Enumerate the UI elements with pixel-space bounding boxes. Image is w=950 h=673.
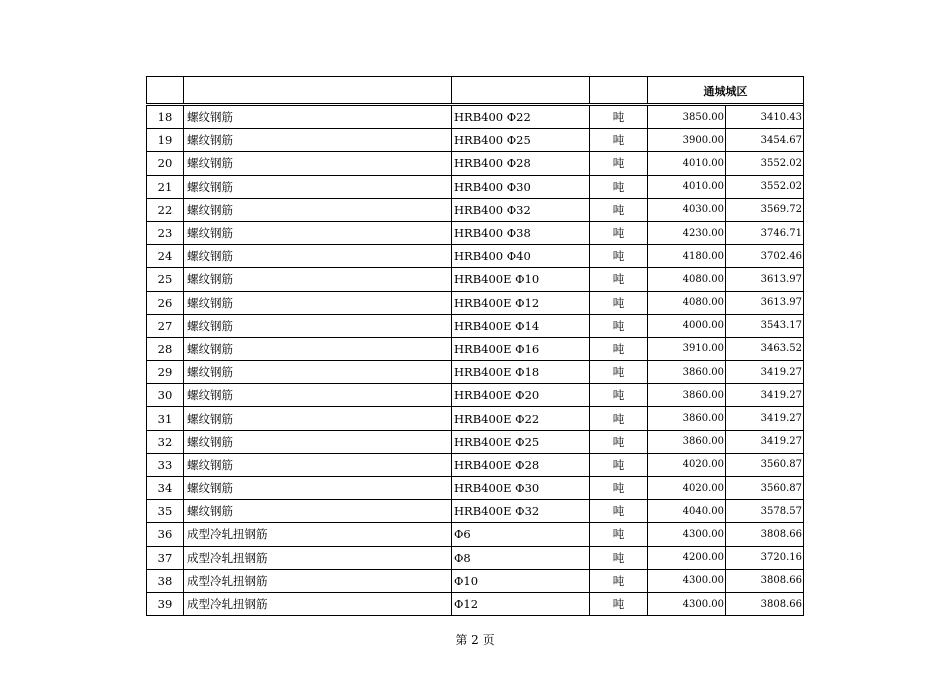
header-cell-no (147, 77, 184, 105)
cell-material-name: 螺纹钢筋 (184, 500, 452, 523)
cell-unit: 吨 (590, 523, 648, 546)
cell-spec-model: HRB400 Φ38 (452, 221, 590, 244)
cell-row-number: 24 (147, 245, 184, 268)
cell-unit: 吨 (590, 430, 648, 453)
cell-price-tax-included: 4300.00 (648, 523, 726, 546)
cell-spec-model: HRB400E Φ28 (452, 453, 590, 476)
cell-row-number: 33 (147, 453, 184, 476)
cell-material-name: 螺纹钢筋 (184, 407, 452, 430)
cell-unit: 吨 (590, 592, 648, 615)
cell-price-tax-included: 4230.00 (648, 221, 726, 244)
cell-material-name: 螺纹钢筋 (184, 291, 452, 314)
table-row (147, 592, 804, 615)
cell-row-number: 37 (147, 546, 184, 569)
cell-spec-model: HRB400 Φ28 (452, 152, 590, 175)
cell-spec-model: HRB400E Φ16 (452, 337, 590, 360)
cell-price-tax-excluded: 3808.66 (726, 523, 804, 546)
cell-material-name: 螺纹钢筋 (184, 152, 452, 175)
cell-spec-model: Φ10 (452, 569, 590, 592)
cell-spec-model: HRB400 Φ30 (452, 175, 590, 198)
cell-unit: 吨 (590, 106, 648, 129)
cell-material-name: 螺纹钢筋 (184, 314, 452, 337)
table-row (147, 453, 804, 476)
table-row (147, 106, 804, 129)
cell-material-name: 螺纹钢筋 (184, 430, 452, 453)
page-number: 第 2 页 (455, 633, 495, 647)
cell-price-tax-included: 4000.00 (648, 314, 726, 337)
cell-material-name: 螺纹钢筋 (184, 198, 452, 221)
cell-price-tax-excluded: 3808.66 (726, 592, 804, 615)
cell-row-number: 27 (147, 314, 184, 337)
cell-material-name: 螺纹钢筋 (184, 245, 452, 268)
cell-price-tax-excluded: 3808.66 (726, 569, 804, 592)
cell-price-tax-included: 4180.00 (648, 245, 726, 268)
cell-material-name: 螺纹钢筋 (184, 477, 452, 500)
table-row (147, 569, 804, 592)
cell-price-tax-included: 3860.00 (648, 384, 726, 407)
cell-spec-model: HRB400 Φ32 (452, 198, 590, 221)
price-table-body (147, 106, 804, 616)
cell-row-number: 26 (147, 291, 184, 314)
cell-price-tax-included: 4040.00 (648, 500, 726, 523)
cell-row-number: 21 (147, 175, 184, 198)
cell-row-number: 39 (147, 592, 184, 615)
table-row (147, 314, 804, 337)
cell-price-tax-included: 4200.00 (648, 546, 726, 569)
cell-unit: 吨 (590, 384, 648, 407)
table-row (147, 245, 804, 268)
cell-material-name: 螺纹钢筋 (184, 106, 452, 129)
cell-material-name: 成型冷轧扭钢筋 (184, 546, 452, 569)
cell-spec-model: HRB400E Φ20 (452, 384, 590, 407)
table-row (147, 175, 804, 198)
table-row (147, 500, 804, 523)
cell-price-tax-excluded: 3569.72 (726, 198, 804, 221)
cell-spec-model: Φ6 (452, 523, 590, 546)
table-header (146, 76, 804, 105)
header-cell-spec (452, 77, 590, 105)
cell-unit: 吨 (590, 546, 648, 569)
cell-price-tax-included: 4080.00 (648, 268, 726, 291)
cell-spec-model: HRB400E Φ22 (452, 407, 590, 430)
cell-price-tax-excluded: 3543.17 (726, 314, 804, 337)
cell-material-name: 成型冷轧扭钢筋 (184, 569, 452, 592)
cell-row-number: 30 (147, 384, 184, 407)
cell-unit: 吨 (590, 407, 648, 430)
table-row (147, 384, 804, 407)
cell-price-tax-included: 3860.00 (648, 430, 726, 453)
cell-row-number: 29 (147, 361, 184, 384)
cell-material-name: 螺纹钢筋 (184, 268, 452, 291)
table-row (147, 129, 804, 152)
cell-unit: 吨 (590, 314, 648, 337)
cell-spec-model: HRB400E Φ10 (452, 268, 590, 291)
table-row (147, 337, 804, 360)
cell-unit: 吨 (590, 245, 648, 268)
cell-price-tax-excluded: 3560.87 (726, 477, 804, 500)
cell-unit: 吨 (590, 337, 648, 360)
cell-unit: 吨 (590, 129, 648, 152)
cell-row-number: 31 (147, 407, 184, 430)
cell-material-name: 螺纹钢筋 (184, 384, 452, 407)
cell-price-tax-included: 3860.00 (648, 361, 726, 384)
header-cell-name (184, 77, 452, 105)
cell-price-tax-excluded: 3552.02 (726, 175, 804, 198)
cell-unit: 吨 (590, 569, 648, 592)
cell-material-name: 螺纹钢筋 (184, 453, 452, 476)
cell-spec-model: Φ12 (452, 592, 590, 615)
cell-price-tax-included: 4010.00 (648, 175, 726, 198)
cell-spec-model: Φ8 (452, 546, 590, 569)
cell-spec-model: HRB400E Φ18 (452, 361, 590, 384)
cell-price-tax-included: 3850.00 (648, 106, 726, 129)
cell-price-tax-excluded: 3613.97 (726, 291, 804, 314)
cell-price-tax-included: 4300.00 (648, 592, 726, 615)
table-row (147, 152, 804, 175)
table-row (147, 268, 804, 291)
cell-material-name: 螺纹钢筋 (184, 129, 452, 152)
cell-price-tax-excluded: 3419.27 (726, 384, 804, 407)
cell-material-name: 成型冷轧扭钢筋 (184, 592, 452, 615)
cell-spec-model: HRB400E Φ12 (452, 291, 590, 314)
cell-price-tax-included: 3910.00 (648, 337, 726, 360)
table-row (147, 221, 804, 244)
cell-unit: 吨 (590, 268, 648, 291)
cell-row-number: 36 (147, 523, 184, 546)
cell-unit: 吨 (590, 221, 648, 244)
table-row (147, 523, 804, 546)
cell-price-tax-excluded: 3463.52 (726, 337, 804, 360)
cell-material-name: 成型冷轧扭钢筋 (184, 523, 452, 546)
cell-price-tax-included: 3860.00 (648, 407, 726, 430)
cell-price-tax-included: 4030.00 (648, 198, 726, 221)
cell-price-tax-excluded: 3419.27 (726, 407, 804, 430)
cell-unit: 吨 (590, 500, 648, 523)
cell-price-tax-excluded: 3613.97 (726, 268, 804, 291)
table-row (147, 198, 804, 221)
cell-price-tax-excluded: 3454.67 (726, 129, 804, 152)
cell-price-tax-excluded: 3578.57 (726, 500, 804, 523)
cell-unit: 吨 (590, 477, 648, 500)
cell-spec-model: HRB400E Φ30 (452, 477, 590, 500)
cell-unit: 吨 (590, 175, 648, 198)
table-row (147, 361, 804, 384)
cell-unit: 吨 (590, 198, 648, 221)
cell-price-tax-excluded: 3720.16 (726, 546, 804, 569)
table-row (147, 430, 804, 453)
table-row (147, 477, 804, 500)
header-cell-unit (590, 77, 648, 105)
cell-price-tax-included: 4010.00 (648, 152, 726, 175)
price-table (146, 105, 804, 616)
cell-price-tax-excluded: 3419.27 (726, 430, 804, 453)
cell-spec-model: HRB400E Φ14 (452, 314, 590, 337)
cell-row-number: 23 (147, 221, 184, 244)
table-row (147, 407, 804, 430)
cell-unit: 吨 (590, 291, 648, 314)
cell-spec-model: HRB400 Φ40 (452, 245, 590, 268)
cell-price-tax-included: 4020.00 (648, 453, 726, 476)
cell-row-number: 20 (147, 152, 184, 175)
cell-material-name: 螺纹钢筋 (184, 175, 452, 198)
cell-row-number: 35 (147, 500, 184, 523)
cell-row-number: 19 (147, 129, 184, 152)
cell-spec-model: HRB400 Φ25 (452, 129, 590, 152)
cell-row-number: 34 (147, 477, 184, 500)
header-region-label: 通城城区 (648, 77, 804, 105)
cell-spec-model: HRB400 Φ22 (452, 106, 590, 129)
cell-row-number: 25 (147, 268, 184, 291)
cell-price-tax-excluded: 3419.27 (726, 361, 804, 384)
cell-unit: 吨 (590, 152, 648, 175)
cell-unit: 吨 (590, 453, 648, 476)
cell-unit: 吨 (590, 361, 648, 384)
cell-spec-model: HRB400E Φ32 (452, 500, 590, 523)
cell-row-number: 32 (147, 430, 184, 453)
cell-row-number: 18 (147, 106, 184, 129)
cell-row-number: 22 (147, 198, 184, 221)
cell-price-tax-included: 4020.00 (648, 477, 726, 500)
table-row (147, 291, 804, 314)
cell-row-number: 28 (147, 337, 184, 360)
cell-material-name: 螺纹钢筋 (184, 337, 452, 360)
cell-price-tax-included: 4300.00 (648, 569, 726, 592)
cell-material-name: 螺纹钢筋 (184, 361, 452, 384)
cell-price-tax-excluded: 3702.46 (726, 245, 804, 268)
cell-price-tax-excluded: 3410.43 (726, 106, 804, 129)
cell-price-tax-included: 3900.00 (648, 129, 726, 152)
cell-material-name: 螺纹钢筋 (184, 221, 452, 244)
table-row (147, 546, 804, 569)
cell-price-tax-excluded: 3552.02 (726, 152, 804, 175)
cell-row-number: 38 (147, 569, 184, 592)
cell-price-tax-included: 4080.00 (648, 291, 726, 314)
cell-price-tax-excluded: 3746.71 (726, 221, 804, 244)
cell-spec-model: HRB400E Φ25 (452, 430, 590, 453)
cell-price-tax-excluded: 3560.87 (726, 453, 804, 476)
